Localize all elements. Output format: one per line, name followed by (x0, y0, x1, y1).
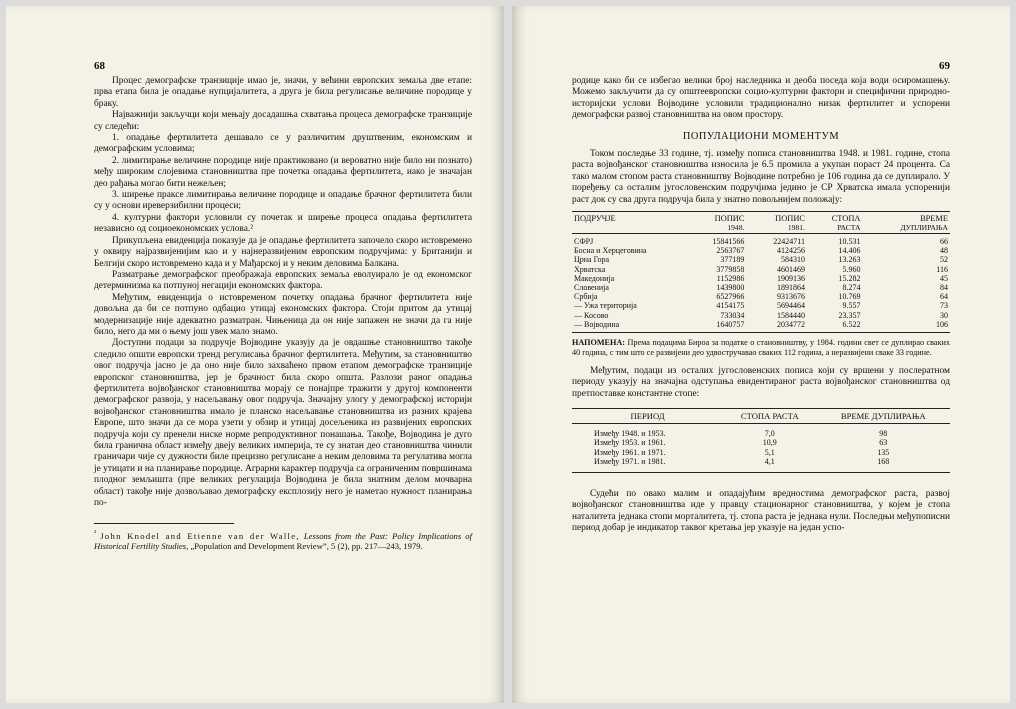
period-table (572, 408, 950, 473)
period-cell: Између 1961. и 1971. (594, 447, 666, 457)
footnote-authors: John Knodel and Etienne van der Walle, (100, 531, 300, 542)
growth-rate-cell: 13.263 (838, 255, 861, 265)
period-growth-cell: 10,9 (762, 438, 777, 448)
census-1981-cell: 4124256 (776, 246, 805, 256)
right-page-text (572, 76, 950, 535)
table-row (572, 246, 950, 255)
period-growth-cell: 5,1 (764, 447, 775, 457)
census-1948-cell: 3779858 (716, 264, 745, 274)
left-paragraph: Процес демографске транзиције имао је, значи, у већини европских земаља две етапе: прва етапа била је опадање нупцијалитета, а друга је била регулисање величине породице у браку. (94, 76, 472, 109)
doubling-time-cell: 106 (936, 319, 948, 329)
table-note (572, 338, 950, 358)
table-row (572, 301, 950, 310)
paragraph-3: Судећи по овако малим и опадајућим вредностима демографског раста, развој војвођанског становништва иде у правцу стационарног становништва, у којем је стопа наталитета једнака стопи морталитета, тј. стопа раста је једнака нули. Последњи међупописни период добар је индикатор таквог кретања јер указује на један успо- (572, 488, 950, 534)
col-header-census-1981: ПОПИС 1981. (746, 212, 807, 234)
table-row (572, 283, 950, 292)
table-row (572, 234, 950, 247)
table-row (572, 457, 950, 472)
footnote-marker: ² (94, 529, 97, 538)
region-cell: — Ужа територија (574, 301, 637, 311)
left-paragraph: 3. ширење праксе лимитирања величине породице и опадање брачног фертилитета били су у основи иреверзибилни процеси; (94, 190, 472, 212)
col-header-growth-rate: СТОПА РАСТА (807, 212, 863, 234)
region-cell: Македонија (574, 273, 615, 283)
col-header-region: ПОДРУЧЈЕ (572, 212, 685, 234)
period-doubling-cell: 63 (879, 438, 888, 448)
census-1981-cell: 5694464 (776, 301, 805, 311)
period-doubling-cell: 98 (879, 428, 888, 438)
table-note-label: НАПОМЕНА: (572, 338, 626, 348)
table-row (572, 311, 950, 320)
census-1948-cell: 1439800 (716, 283, 745, 293)
doubling-time-cell: 52 (940, 255, 948, 265)
footnote (94, 528, 472, 551)
region-cell: Црна Гора (574, 255, 610, 265)
doubling-time-cell: 48 (940, 246, 948, 256)
population-table-header (572, 212, 950, 234)
left-page-text (94, 76, 472, 509)
growth-rate-cell: 8.274 (842, 283, 861, 293)
doubling-time-cell: 45 (940, 273, 948, 283)
left-paragraph: 4. културни фактори условили су почетак и ширење процеса опадања фертилитета независно од социоекономских услова.² (94, 212, 472, 235)
growth-rate-cell: 10.769 (838, 292, 861, 302)
table-row (572, 274, 950, 283)
region-cell: Словенија (574, 283, 609, 293)
left-paragraph: Прикупљена евиденција показује да је опадање фертилитета започело скоро истовремено у оквиру најразвијенијим као и у најнеразвијеним европским подручјима: у Британији и Белгији скоро истовремено када и у Мађарској и у неким деловима Балкана. (94, 235, 472, 269)
doubling-time-cell: 66 (940, 237, 948, 247)
doubling-time-cell: 30 (940, 310, 948, 320)
region-cell: Босна и Херцеговина (574, 246, 647, 256)
census-1948-cell: 15841566 (712, 237, 745, 247)
intro-paragraph: родице како би се избегао велики број наследника и деоба поседа која води осиромашењу. Можемо закључити да су општеевропски социо-културни фактори и специфични природно-историјски услови Војводине условили традиционално низак фертилитет и успорени демографски развој становништва на овом простору. (572, 76, 950, 121)
section-title: ПОПУЛАЦИОНИ МОМЕНТУМ (682, 130, 840, 142)
left-paragraph: Међутим, евиденција о истовременом почетку опадања брачног фертилитета није довољна да би се потпуно одбацио утицај економских фактора. Стоји притом да утицај модернизације није адекватно разматран. Чињеница да он није запажен не значи да га није било, него да ми о њему још увек мало знамо. (94, 292, 472, 337)
census-1981-cell: 4601469 (776, 264, 805, 274)
table-row (572, 423, 950, 438)
region-cell: — Војводина (574, 319, 620, 329)
table-row (572, 320, 950, 333)
period-cell: Између 1948. и 1953. (594, 428, 666, 438)
census-1948-cell: 6527966 (716, 292, 745, 302)
population-table (572, 211, 950, 333)
census-1981-cell: 584310 (780, 255, 805, 265)
doubling-time-cell: 64 (940, 292, 948, 302)
census-1948-cell: 733034 (720, 310, 745, 320)
doubling-time-cell: 84 (940, 283, 948, 293)
period-cell: Између 1953. и 1961. (594, 438, 666, 448)
table-row (572, 438, 950, 448)
left-page (6, 6, 504, 703)
growth-rate-cell: 23.357 (838, 310, 861, 320)
doubling-time-cell: 116 (936, 264, 948, 274)
period-doubling-cell: 135 (877, 447, 890, 457)
growth-rate-cell: 14.406 (838, 246, 861, 256)
left-paragraph: Доступни подаци за подручје Војводине указују да је овдашње становништво такође следило општи европски тренд регулисања брачног фертилитета. Међутим, за становништво овог подручја јасно је да оно није било захваћено првом етапом демографске транзиције европског становништва, јер је брачност била скоро општа. Разлози раног опадања фертилитета војвођанског становништва морају се понајпре тражити у другој компоненти демографског развоја, у насељавању овог подручја. Значајну улогу у демографској историји војвођанског становништва имало је планско насељавање становништва из разних крајева Европе, што значи да се мора узети у обзир и утицај досељеника из развијених европских подручја који су пренели ниске норме репродуктивног понашања. Такође, Војводина је дуго била гранична област између двеју великих империја, те су знатан део становништва чинили граничари чије су дужности биле прецизно регулисане а неким деловима та регулатива могла је утицати и на планирање породице. Аграрни карактер подручја са ограниченим површинама плодног земљишта (пре великих регулација Војводина је била знатним делом мочварна област) такође није дозвољавао демографску експлозију него је наметао нужност планирања по- (94, 338, 472, 509)
footnote-rule (94, 523, 234, 524)
table-row (572, 255, 950, 264)
period-growth-cell: 7,0 (764, 428, 775, 438)
col-header-period: ПЕРИОД (572, 408, 723, 423)
census-1981-cell: 1891864 (776, 283, 805, 293)
growth-rate-cell: 15.282 (838, 273, 861, 283)
page-number-left: 68 (94, 60, 105, 72)
doubling-time-cell: 73 (940, 301, 948, 311)
footnote-title: Lessons from the Past: Policy Implications of Historical Fertility Studies, (94, 531, 472, 552)
growth-rate-cell: 5.960 (842, 264, 861, 274)
region-cell: СФРЈ (574, 237, 594, 247)
census-1981-cell: 9313676 (776, 292, 805, 302)
census-1981-cell: 2034772 (776, 319, 805, 329)
growth-rate-cell: 9.557 (842, 301, 861, 311)
col-header-period-growth: СТОПА РАСТА (723, 408, 816, 423)
region-cell: — Косово (574, 310, 609, 320)
left-paragraph: 2. лимитирање величине породице није практиковано (и вероватно није било ни познато) међу широким слојевима становништва пре почетка опадања фертилитета, иако је значајан део рађања могао бити нежељен; (94, 155, 472, 189)
census-1981-cell: 1584440 (776, 310, 805, 320)
census-1948-cell: 1152986 (716, 273, 745, 283)
table-row (572, 265, 950, 274)
census-1948-cell: 1640757 (716, 319, 745, 329)
left-paragraph: Најважнији закључци који мењају досадашња схватања процеса демографске транзиције су следећи: (94, 110, 472, 132)
region-cell: Хрватска (574, 264, 606, 274)
col-header-census-1948: ПОПИС 1948. (685, 212, 746, 234)
page-number-right: 69 (939, 60, 950, 72)
table-row (572, 448, 950, 458)
col-header-period-doubling: ВРЕМЕ ДУПЛИРАЊА (816, 408, 950, 423)
section-paragraph: Током последње 33 године, тј. између пописа становништва 1948. и 1981. године, стопа раста војвођанског становништва износила је 6.5 промила а укупан пораст 24 процента. Са тако малом стопом раста становништву Војводине потребно је 106 година да се дуплирало. У поређењу са осталим југословенским подручјима једино је СР Хрватска имала успоренији раст док су сва друга подручја била у знатно повољнијем положају: (572, 149, 950, 205)
period-cell: Између 1971. и 1981. (594, 457, 666, 467)
census-1948-cell: 377189 (720, 255, 745, 265)
period-doubling-cell: 168 (877, 457, 890, 467)
left-paragraph: 1. опадање фертилитета дешавало се у различитим друштвеним, економским и демографским условима; (94, 133, 472, 155)
period-table-header (572, 408, 950, 423)
footnote-source: „Population and Development Review”, 5 (2), pp. 217—243, 1979. (190, 541, 423, 552)
period-growth-cell: 4,1 (764, 457, 775, 467)
left-paragraph: Разматрање демографског преображаја европских земаља еволуирало је од економског детерминизма ка потпуној негацији економских фактора. (94, 269, 472, 292)
region-cell: Србија (574, 292, 598, 302)
right-page (512, 6, 1010, 703)
col-header-doubling-time: ВРЕМЕ ДУПЛИРАЊА (862, 212, 950, 234)
census-1948-cell: 2563767 (716, 246, 745, 256)
census-1948-cell: 4154175 (716, 301, 745, 311)
census-1981-cell: 22424711 (773, 237, 805, 247)
growth-rate-cell: 6.522 (842, 319, 861, 329)
paragraph-2: Међутим, подаци из осталих југословенских пописа који су вршени у послератном периоду указују на значајна одступања евидентираног раста војвођанског становништва од претпоставке константне стопе: (572, 365, 950, 399)
table-row (572, 292, 950, 301)
table-note-text: Према подацима Бироа за податке о становништву, у 1984. години свет се дуплирао сваких 40 година, с тим што се развијени део удвостручавао сваких 112 година, а неразвијени сваке 33 године. (572, 338, 950, 357)
growth-rate-cell: 10.531 (838, 237, 861, 247)
census-1981-cell: 1909136 (776, 273, 805, 283)
